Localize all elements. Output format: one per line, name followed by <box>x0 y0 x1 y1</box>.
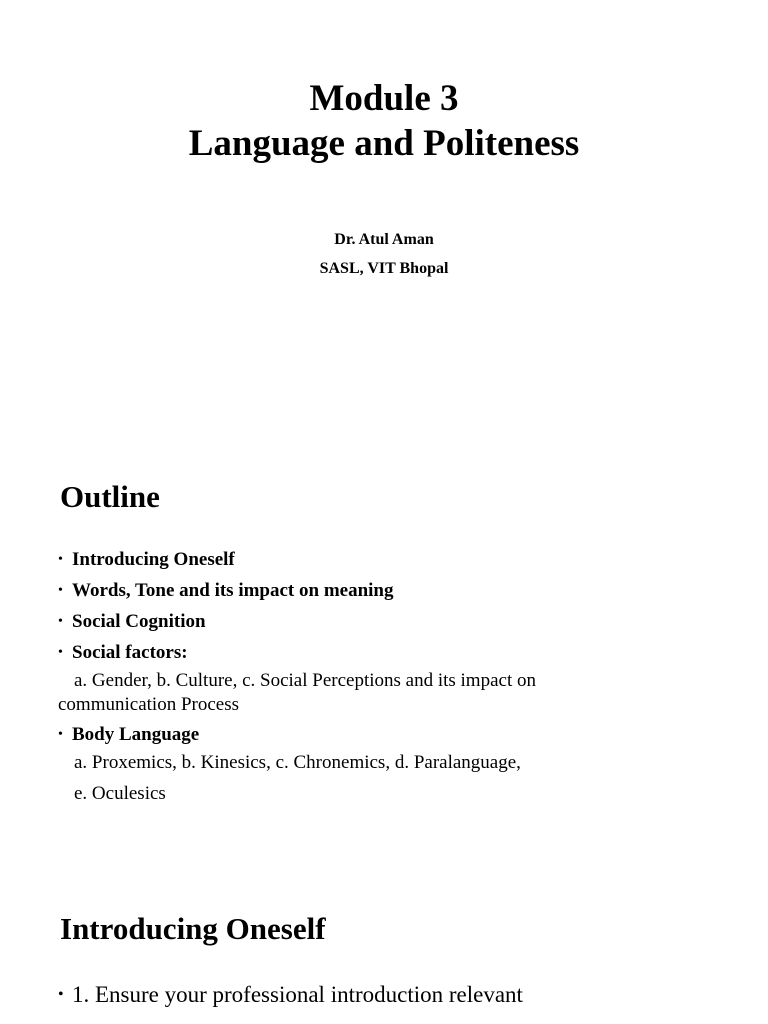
outline-item-label: Words, Tone and its impact on meaning <box>72 580 394 601</box>
list-item-label: 1. Ensure your professional introduction relevant <box>72 982 523 1007</box>
bullet-icon: • <box>58 727 63 742</box>
body-language-sub-line1: a. Proxemics, b. Kinesics, c. Chronemics, d. Paralanguage, <box>74 752 521 773</box>
module-title: Module 3 <box>309 78 459 119</box>
author-affiliation: SASL, VIT Bhopal <box>319 260 449 277</box>
outline-item-label: Social Cognition <box>72 611 206 632</box>
outline-item-label: Social factors: <box>72 642 188 663</box>
introducing-oneself-slide <box>0 862 768 1024</box>
bullet-icon: • <box>58 583 63 598</box>
outline-item-label: Introducing Oneself <box>72 549 235 570</box>
body-language-subitems <box>58 751 738 806</box>
bullet-icon: • <box>58 986 64 1003</box>
introducing-oneself-heading: Introducing Oneself <box>60 911 326 946</box>
outline-slide <box>0 430 768 862</box>
outline-list <box>58 548 738 812</box>
outline-item-words-tone <box>58 579 738 610</box>
bullet-icon: • <box>58 552 63 567</box>
introducing-oneself-list <box>58 980 758 1010</box>
bullet-icon: • <box>58 614 63 629</box>
list-item <box>58 980 758 1010</box>
outline-item-social-factors <box>58 641 738 669</box>
outline-heading: Outline <box>60 479 160 514</box>
outline-item-social-cognition <box>58 610 738 641</box>
social-factors-sub-line2: communication Process <box>58 694 239 715</box>
body-language-sub-line2: e. Oculesics <box>74 783 166 804</box>
outline-item-body-language <box>58 723 738 751</box>
social-factors-subitems <box>58 669 738 717</box>
outline-item-label: Body Language <box>72 724 200 745</box>
outline-item-introducing-oneself <box>58 548 738 579</box>
social-factors-sub-line1: a. Gender, b. Culture, c. Social Perceptions and its impact on <box>74 670 536 691</box>
module-subtitle: Language and Politeness <box>188 123 580 164</box>
bullet-icon: • <box>58 645 63 660</box>
title-slide <box>0 0 768 430</box>
author-name: Dr. Atul Aman <box>334 231 434 248</box>
